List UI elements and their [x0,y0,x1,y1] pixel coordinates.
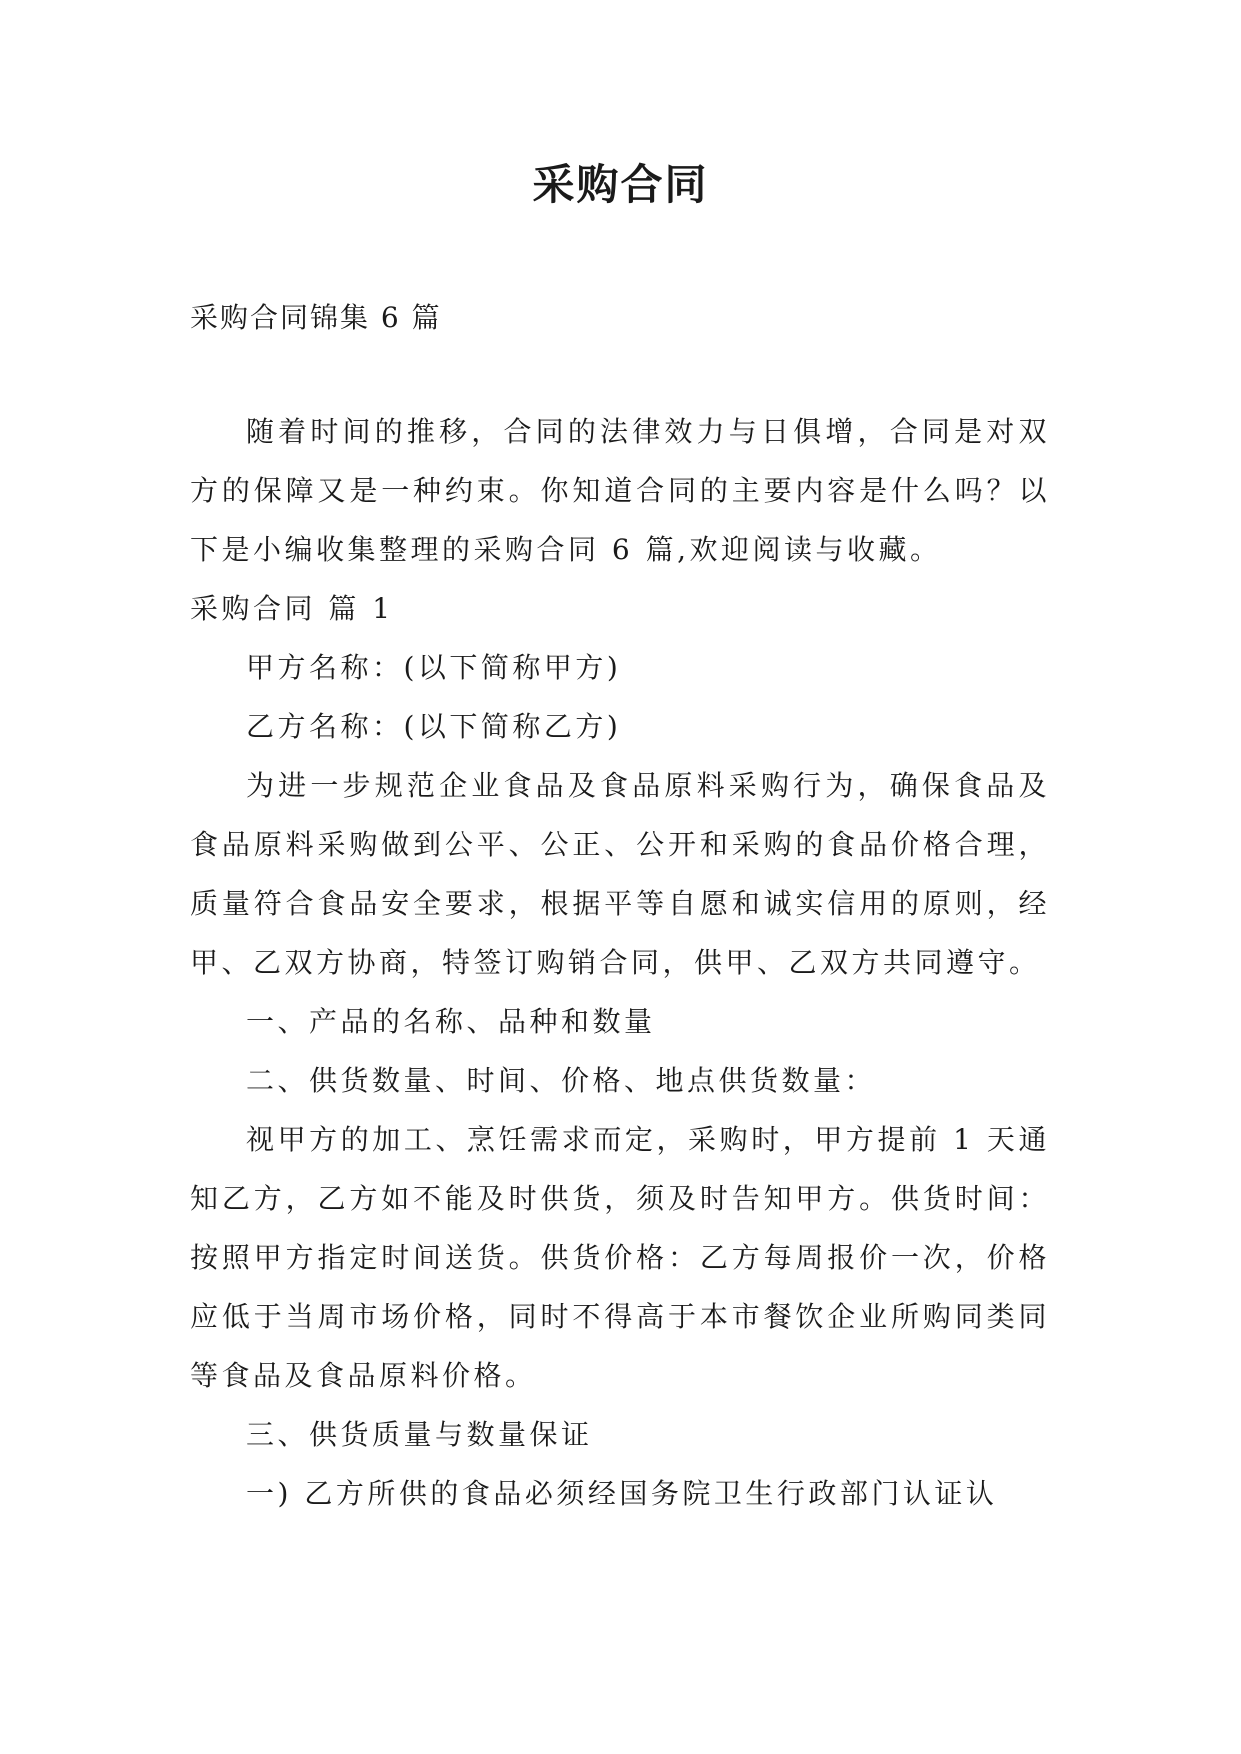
clause-heading-3: 三、供货质量与数量保证 [246,1418,593,1451]
quality-clause-paragraph: 一) 乙方所供的食品必须经国务院卫生行政部门认证认 [246,1477,998,1510]
clause-heading-2: 二、供货数量、时间、价格、地点供货数量： [246,1064,877,1097]
party-a-line: 甲方名称：(以下简称甲方) [246,651,622,684]
document-title: 采购合同 [532,160,709,209]
document-subtitle: 采购合同锦集 6 篇 [190,301,442,334]
purpose-paragraph: 为进一步规范企业食品及食品原料采购行为，确保食品及食品原料采购做到公平、公正、公开和采购的食品价格合理，质量符合食品安全要求，根据平等自愿和诚实信用的原则，经甲、乙双方协商，特签订购销合同，供甲、乙双方共同遵守。 [190,769,1050,979]
supply-terms-paragraph: 视甲方的加工、烹饪需求而定，采购时，甲方提前 1 天通知乙方，乙方如不能及时供货，须及时告知甲方。供货时间：按照甲方指定时间送货。供货价格：乙方每周报价一次，价格应低于当周市场价格，同时不得高于本市餐饮企业所购同类同等食品及食品原料价格。 [190,1123,1050,1392]
section-heading: 采购合同 篇 1 [190,592,394,625]
intro-paragraph: 随着时间的推移，合同的法律效力与日俱增，合同是对双方的保障又是一种约束。你知道合同的主要内容是什么吗？以下是小编收集整理的采购合同 6 篇,欢迎阅读与收藏。 [190,415,1050,566]
clause-heading-1: 一、产品的名称、品种和数量 [246,1005,656,1038]
document-body [190,402,1050,1523]
party-b-line: 乙方名称：(以下简称乙方) [246,710,622,743]
